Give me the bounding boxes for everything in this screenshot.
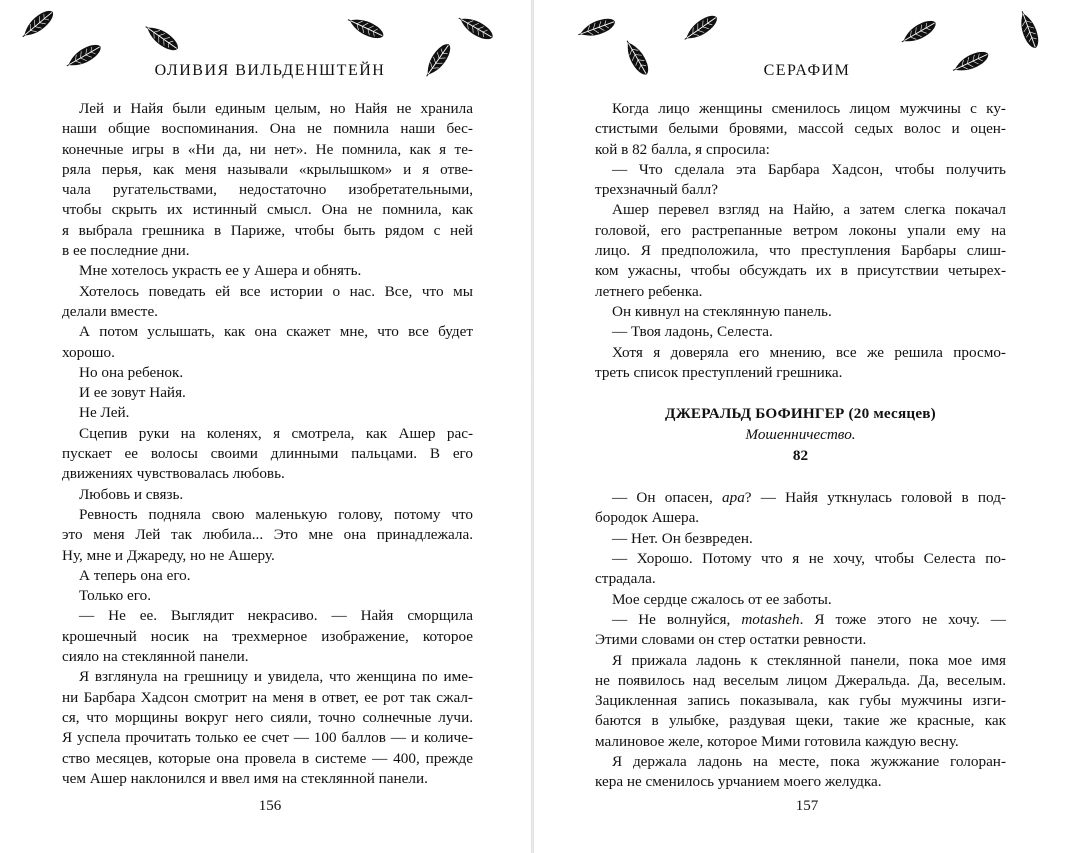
running-head: СЕРАФИМ [763,62,851,79]
text-line: Хотелось поведать ей все истории о нас. Все, что мы [79,282,473,300]
text-line: — Твоя ладонь, Селеста. [612,323,773,341]
paragraph [62,667,473,789]
text-run: . Я тоже этого не хочу. — [799,610,1006,628]
paragraph [595,99,1006,160]
text-line: хорошо. [62,343,115,361]
text-line: Зацикленная запись показывала, как губы мужчины изги- [595,692,1006,710]
text-line: крошечный носик на трехмерное изображение, которое [62,627,473,645]
text-line: Ну, мне и Джареду, но не Ашеру. [62,546,275,564]
paragraph [62,424,473,485]
sinner-months: (20 месяцев) [848,405,936,423]
left-body-text [62,99,473,789]
text-line: Я взглянула на грешницу и увидела, что женщина по име- [79,668,473,686]
text-line: Только его. [79,587,152,605]
paragraph [595,160,1006,201]
text-line: чтобы скрыть их истинный смысл. Она не помнила, как [62,201,473,219]
feather-icon [140,18,184,57]
sinner-score: 82 [792,447,809,465]
text-line: ряла перья, как меня называли «крылышком» и я отве- [62,160,473,178]
text-line: пускает ее волосы своими длинными пальцами. В его [62,445,473,463]
feather-icon [16,3,59,44]
paragraph [62,505,473,566]
feather-icon [454,9,499,46]
paragraph [595,529,1006,549]
paragraph [595,322,1006,342]
paragraph [595,488,1006,529]
text-line: Я успела прочитать только ее счет — 100 баллов — и количе- [62,729,473,747]
paragraph [62,586,473,606]
text-line: трехзначный балл? [595,181,719,199]
text-line: кой в 82 балла, я спросила: [595,140,770,158]
text-line: Не Лей. [79,404,130,422]
paragraph [62,606,473,667]
feather-icon [1013,8,1045,52]
text-line: Хотя я доверяла его мнению, все же решила просмо- [612,343,1006,361]
left-page [0,0,532,853]
text-line: малиновое желе, которое Мими готовила каждую весну. [595,732,959,750]
text-run: — Он опасен, [612,489,723,507]
page-number: 156 [258,798,282,814]
text-line: ство месяцев, которые она провела в системе — 400, прежде [62,749,473,767]
sinner-name-line [595,403,1006,424]
feather-icon [679,8,723,47]
text-line: — Хорошо. Потому что я не хочу, чтобы Селеста по- [612,550,1006,568]
text-line: ком ужасны, чтобы обсуждать их в присутствии четырех- [595,262,1006,280]
paragraph [595,752,1006,793]
paragraph [595,610,1006,651]
text-line: движениях чувствовалась любовь. [62,465,285,483]
text-line: в ее последние дни. [62,242,190,260]
sinner-crime: Мошенничество. [745,426,856,444]
paragraph [62,261,473,281]
paragraph [62,566,473,586]
text-line: Когда лицо женщины сменилось лицом мужчины с ку- [612,100,1006,117]
paragraph [595,549,1006,590]
text-line: не появилось над веселым лицом Джеральда. Да, веселым. [595,671,1006,689]
text-line: баются в улыбке, раздувая щеки, такие же красные, как [595,712,1006,730]
right-body-text [595,99,1006,793]
text-line: А теперь она его. [79,566,191,584]
text-line: летнего ребенка. [595,282,703,300]
text-line: ся, что морщины вокруг него сияли, точно солнечные лучи. [62,708,473,726]
italic-word: ара [722,489,745,507]
text-line [595,488,1006,508]
paragraph [62,363,473,383]
text-line: Он кивнул на стеклянную панель. [612,302,832,320]
text-line: чем Ашер наклонился и ввел имя на стеклянной панели. [62,769,428,787]
text-line: Этими словами он стер остатки ревности. [595,631,867,649]
feather-icon [575,12,619,44]
text-line: — Нет. Он безвреден. [612,529,753,547]
feather-icon [897,13,942,50]
text-line: — Не ее. Выглядит некрасиво. — Найя сморщила [79,607,473,625]
text-line: сияло на стеклянной панели. [62,648,249,666]
text-line: головой, его растрепанные ветром локоны упали ему на [595,221,1006,239]
paragraph [62,99,473,261]
text-line: А потом услышать, как она скажет мне, что все будет [79,323,473,341]
text-line: страдала. [595,570,656,588]
text-line [595,610,1006,630]
text-line: бородок Ашера. [595,509,700,527]
running-head: ОЛИВИЯ ВИЛЬДЕНШТЕЙН [154,62,386,79]
paragraph [595,200,1006,301]
text-line: И ее зовут Найя. [79,384,186,402]
text-line: треть список преступлений грешника. [595,363,843,381]
text-line: ни Барбара Хадсон смотрит на меня в ответ, ее рот так сжал- [62,688,473,706]
feather-icon [344,10,389,45]
paragraph [595,302,1006,322]
text-line: делали вместе. [62,302,158,320]
paragraph [62,322,473,363]
text-line: Ревность подняла свою маленькую голову, потому что [79,505,473,523]
paragraph [62,282,473,323]
right-page [533,0,1065,853]
text-line: конечные игры в «Ни да, ни нет». Не помнила, как я те- [62,140,473,158]
paragraph [62,485,473,505]
text-line: Мне хотелось украсть ее у Ашера и обнять. [79,262,362,280]
paragraph [595,651,1006,752]
text-run: ? — Найя уткнулась головой в под- [744,489,1006,507]
paragraph [62,403,473,423]
text-line: Но она ребенок. [79,363,184,381]
text-line: стистыми белыми бровями, массой седых волос и оцен- [595,120,1006,138]
paragraph [595,343,1006,384]
text-line: Мое сердце сжалось от ее заботы. [612,590,832,608]
page-number: 157 [795,798,819,814]
sinner-record [595,403,1006,466]
text-line: Лей и Найя были единым целым, но Найя не хранила [79,100,473,117]
paragraph [62,383,473,403]
text-line: Сцепив руки на коленях, я смотрела, как Ашер рас- [79,424,473,442]
text-line: лицо. Я предположила, что преступления Барбары слиш- [595,242,1006,260]
italic-word: motasheh [741,610,800,628]
sinner-name: ДЖЕРАЛЬД БОФИНГЕР [665,405,845,423]
text-line: — Что сделала эта Барбара Хадсон, чтобы получить [612,160,1006,178]
text-line: я выбрала грешника в Париже, чтобы быть рядом с ней [62,221,473,239]
paragraph [595,590,1006,610]
text-line: Я держала ладонь на месте, пока жужжание голоран- [612,753,1006,771]
text-line: это меня Лей так любила... Это мне она принадлежала. [62,526,473,544]
text-line: Ашер перевел взгляд на Найю, а затем слегка покачал [612,201,1006,219]
text-line: Я прижала ладонь к стеклянной панели, пока мое имя [612,651,1006,669]
text-line: кера не сменилось урчанием моего желудка. [595,773,882,791]
text-line: Любовь и связь. [79,485,184,503]
text-line: чала ругательствами, недостаточно изобретательными, [62,181,473,199]
text-run: — Не волнуйся, [612,610,742,628]
text-line: наши общие воспоминания. Она не помнила наши бес- [62,120,473,138]
